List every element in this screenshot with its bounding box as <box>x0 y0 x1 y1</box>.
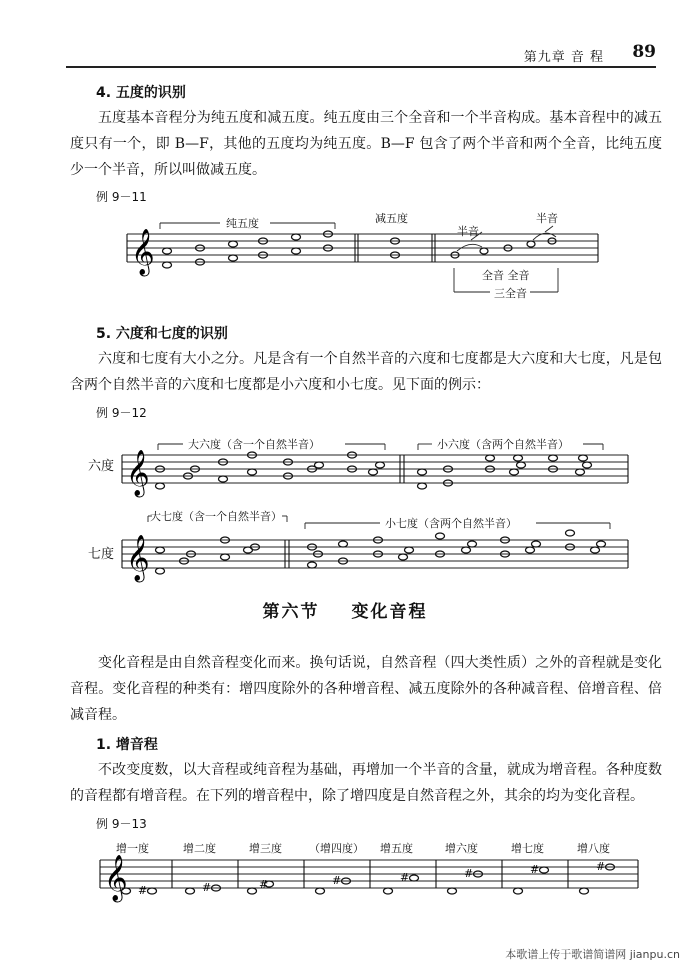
half-step-label-1: 半音 <box>457 225 479 238</box>
treble-clef-icon: 𝄞 <box>104 855 128 901</box>
diminished-fifth-label: 减五度 <box>375 212 408 225</box>
treble-clef-icon: 𝄞 <box>126 450 150 496</box>
svg-text:#: # <box>202 881 212 894</box>
section-6-title: 变化音程 <box>351 602 428 622</box>
augmented-notes <box>122 860 615 897</box>
section-6-paragraph: 变化音程是由自然音程变化而来。换句话说，自然音程（四大类性质）之外的音程就是变化音程。变化音程的种类有：增四度除外的各种增音程、减五度除外的各种减音程、倍增音程、倍减音程。 <box>70 655 662 723</box>
footer-watermark: 本歌谱上传于歌谱简谱网 jianpu.cn <box>505 948 680 961</box>
aug-label: 增七度 <box>511 842 544 855</box>
staff-augmented <box>100 855 638 903</box>
svg-text:#: # <box>400 871 410 884</box>
whole-steps-label: 全音 全音 <box>482 269 530 282</box>
example-9-13-label: 例 9－13 <box>96 817 147 831</box>
example-9-12-label: 例 9－12 <box>96 406 147 420</box>
svg-text:#: # <box>464 867 474 880</box>
chapter-title: 第九章 音 程 <box>523 50 604 65</box>
minor-sixth-label: 小六度（含两个自然半音） <box>437 438 569 451</box>
major-seventh-label: 大七度（含一个自然半音） <box>150 510 282 523</box>
aug-label: 增六度 <box>445 842 478 855</box>
tritone-label: 三全音 <box>494 287 527 300</box>
example-9-11-label: 例 9－11 <box>96 190 147 204</box>
sixth-row-label: 六度 <box>88 459 115 474</box>
page-number: 89 <box>632 42 656 62</box>
aug-label: 增八度 <box>577 842 610 855</box>
section-6-number: 第六节 <box>262 602 320 622</box>
aug-label: 增三度 <box>249 842 282 855</box>
aug-label: （增四度） <box>309 842 364 855</box>
treble-clef-icon: 𝄞 <box>126 535 150 581</box>
svg-text:#: # <box>259 878 269 891</box>
svg-text:#: # <box>332 874 342 887</box>
augmented-intervals-paragraph: 不改变度数，以大音程或纯音程为基础，再增加一个半音的含量，就成为增音程。各种度数的音程都有增音程。在下列的增音程中，除了增四度是自然音程之外，其余的均为变化音程。 <box>70 762 662 804</box>
half-step-label-2: 半音 <box>536 212 558 225</box>
aug-labels <box>116 841 610 855</box>
aug-label: 增二度 <box>183 842 216 855</box>
treble-clef-icon: 𝄞 <box>131 229 155 275</box>
augmented-intervals-title: 1. 增音程 <box>96 737 158 753</box>
section-4-title: 4. 五度的识别 <box>96 85 186 101</box>
major-sixth-label: 大六度（含一个自然半音） <box>188 438 320 451</box>
seventh-row-label: 七度 <box>88 547 115 562</box>
minor-seventh-label: 小七度（含两个自然半音） <box>385 517 517 530</box>
section-4-paragraph: 五度基本音程分为纯五度和减五度。纯五度由三个全音和一个半音构成。基本音程中的减五度只有一个，即 B—F，其他的五度均为纯五度。B—F 包含了两个半音和两个全音，比纯五度少一个半音，所以叫做减五度。 <box>70 110 662 178</box>
aug-label: 增一度 <box>116 842 149 855</box>
svg-text:#: # <box>530 863 540 876</box>
aug-label: 增五度 <box>380 842 413 855</box>
perfect-fifth-label: 纯五度 <box>226 217 259 230</box>
svg-text:#: # <box>596 860 606 873</box>
section-5-paragraph: 六度和七度有大小之分。凡是含有一个自然半音的六度和七度都是大六度和大七度，凡是包含两个自然半音的六度和七度都是小六度和小七度。见下面的例示： <box>70 351 662 393</box>
svg-text:#: # <box>138 884 148 897</box>
section-5-title: 5. 六度和七度的识别 <box>96 326 228 342</box>
